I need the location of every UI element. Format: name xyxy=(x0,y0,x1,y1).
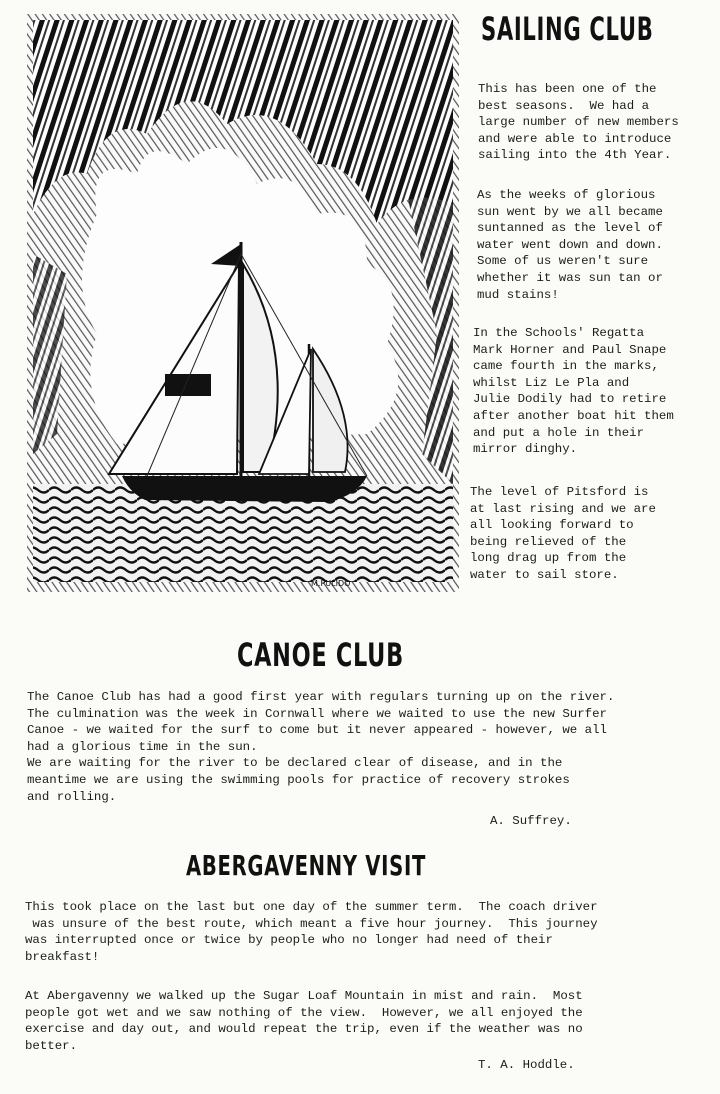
sailing-paragraph-1: This has been one of the best seasons. We had a large number of new members and were able to introduce sailing into the 4th Year. xyxy=(478,82,679,163)
abergavenny-paragraph-1: This took place on the last but one day of the summer term. The coach driver was unsure of the best route, which meant a five hour journey. This journey was interrupted once or twice by people who no longer had need of their breakfast! xyxy=(25,900,598,964)
canoe-club-body: The Canoe Club has had a good first year with regulars turning up on the river. The culmination was the week in Cornwall where we waited to use the new Surfer Canoe - we waited for the surf to come but it never appeared - however, we all had a glorious time in the sun. We are waiting for the river to be declared clear of disease, and in the meantime we are using the swimming pools for practice of recovery strokes and rolling. xyxy=(27,690,615,804)
canoe-club-signature: A. Suffrey. xyxy=(490,814,572,828)
abergavenny-paragraph-2: At Abergavenny we walked up the Sugar Loaf Mountain in mist and rain. Most people got wet and we saw nothing of the view. However, we all enjoyed the exercise and day out, and would repeat the trip, even if the weather was no better. xyxy=(25,989,583,1053)
abergavenny-visit-title: ABERGAVENNY VISIT xyxy=(186,849,427,882)
canoe-club-title: CANOE CLUB xyxy=(237,636,404,674)
sailing-paragraph-2: As the weeks of glorious sun went by we all became suntanned as the level of water went down and down. Some of us weren't sure whether it was sun tan or mud stains! xyxy=(477,188,663,302)
sailing-club-title: SAILING CLUB xyxy=(481,10,654,48)
sailing-paragraph-4: The level of Pitsford is at last rising and we are all looking forward to being relieved of the long drag up from the water to sail store. xyxy=(470,485,656,582)
abergavenny-signature: T. A. Hoddle. xyxy=(478,1058,575,1072)
sailing-boat-illustration xyxy=(27,14,459,592)
artist-credit: M.PULIDO xyxy=(311,579,351,588)
sailing-paragraph-3: In the Schools' Regatta Mark Horner and Paul Snape came fourth in the marks, whilst Liz Le Pla and Julie Dodily had to retire after another boat hit them and put a hole in their mirror dinghy. xyxy=(473,326,674,457)
